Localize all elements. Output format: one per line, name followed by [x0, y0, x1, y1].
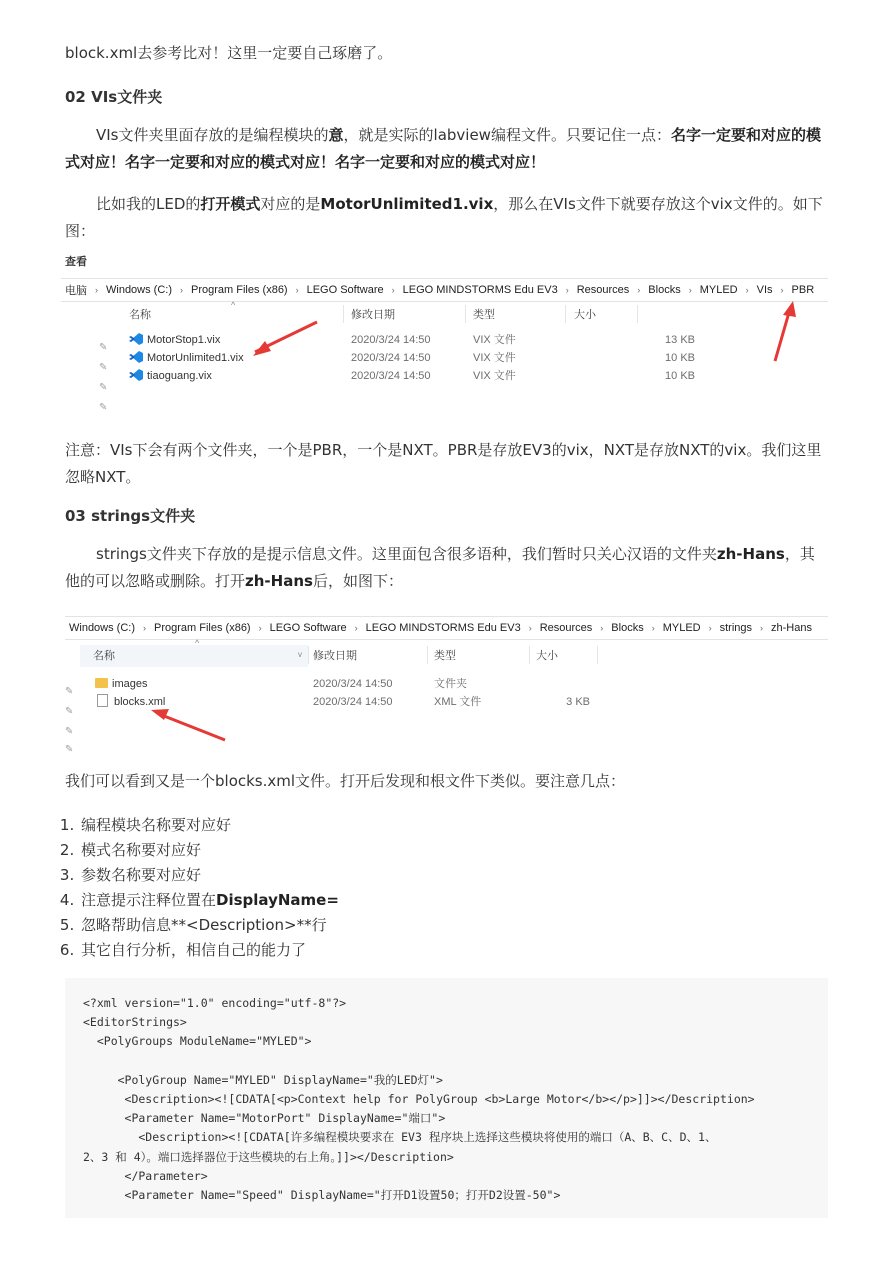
column-header-type[interactable]: 类型: [434, 650, 456, 662]
vis-paragraph-2: [65, 191, 828, 245]
section-heading-vis: 02 VIs文件夹: [65, 88, 163, 106]
code-line: <Parameter Name="Speed" DisplayName="打开D1设置50；打开D2设置-50">: [83, 1187, 561, 1202]
crumb-lego-software[interactable]: LEGO Software: [269, 622, 347, 634]
chevron-right-icon: ›: [565, 285, 569, 295]
chevron-right-icon: ›: [354, 623, 358, 633]
vis-note: [65, 437, 828, 491]
pin-icon: ✎: [65, 726, 74, 737]
pin-icon: ✎: [99, 362, 108, 373]
crumb-computer[interactable]: 电脑: [65, 285, 87, 297]
list-item-bold: DisplayName=: [216, 891, 339, 909]
column-header-name[interactable]: 名称: [129, 309, 151, 321]
code-line: 2、3 和 4）。端口选择器位于这些模块的右上角。]]></Description>: [83, 1149, 454, 1164]
file-type: 文件夹: [434, 678, 467, 690]
crumb-lego-software[interactable]: LEGO Software: [306, 284, 384, 296]
chevron-right-icon: ›: [391, 285, 395, 295]
text: 对应的是: [260, 195, 321, 213]
code-line: <PolyGroups ModuleName="MYLED">: [83, 1034, 312, 1049]
file-date: 2020/3/24 14:50: [313, 678, 393, 690]
pin-icon: ✎: [99, 342, 108, 353]
chevron-right-icon: ›: [143, 623, 147, 633]
code-line: <?xml version="1.0" encoding="utf-8"?>: [83, 996, 347, 1010]
chevron-right-icon: ›: [258, 623, 262, 633]
text: strings文件夹下存放的是提示信息文件。这里面包含很多语种，我们暂时只关心汉语的文件夹: [96, 545, 717, 563]
bold-text: zh-Hans: [716, 545, 785, 563]
file-type: VIX 文件: [473, 352, 516, 364]
code-line: <PolyGroup Name="MYLED" DisplayName="我的LED灯">: [83, 1072, 443, 1087]
list-item-text: 编程模块名称要对应好: [81, 816, 232, 834]
file-type: VIX 文件: [473, 370, 516, 382]
bold-text: 打开模式: [200, 195, 261, 213]
note-text: 注意：VIs下会有两个文件夹，一个是PBR，一个是NXT。PBR是存放EV3的vix，NXT是存放NXT的vix。我们这里忽略NXT。: [65, 441, 822, 486]
pin-icon: ✎: [99, 402, 108, 413]
red-arrow-icon: [151, 709, 225, 740]
text: ，那么在VIs文件下就要存放这个vix文件的。如下图：: [65, 195, 823, 240]
list-item: [79, 813, 828, 838]
pin-icon: ✎: [65, 744, 74, 755]
crumb-program-files[interactable]: Program Files (x86): [191, 284, 288, 296]
crumb-mindstorms[interactable]: LEGO MINDSTORMS Edu EV3: [365, 622, 521, 634]
crumb-zh-hans[interactable]: zh-Hans: [771, 622, 812, 634]
column-header-date[interactable]: 修改日期: [313, 650, 357, 662]
section-heading-strings: 03 strings文件夹: [65, 507, 196, 525]
pin-icon: ✎: [65, 706, 74, 717]
list-item: [79, 863, 828, 888]
crumb-resources[interactable]: Resources: [576, 284, 630, 296]
annotation-arrow: [65, 616, 828, 756]
file-name: MotorUnlimited1.vix: [147, 352, 244, 364]
crumb-strings[interactable]: strings: [719, 622, 753, 634]
pin-icon: ✎: [99, 382, 108, 393]
crumb-blocks[interactable]: Blocks: [648, 284, 681, 296]
intro-text: block.xml去参考比对！这里一定要自己琢磨了。: [65, 44, 393, 62]
chevron-right-icon: ›: [295, 285, 299, 295]
crumb-myled[interactable]: MYLED: [662, 622, 701, 634]
chevron-right-icon: ›: [708, 623, 712, 633]
code-line: <Description><![CDATA[<p>Context help for PolyGroup <b>Large Motor</b></p>]]></Description>: [83, 1091, 755, 1106]
file-date: 2020/3/24 14:50: [313, 696, 393, 708]
crumb-vis[interactable]: VIs: [756, 284, 773, 296]
text: 比如我的LED的: [96, 195, 201, 213]
chevron-right-icon: ›: [688, 285, 692, 295]
code-block[interactable]: [65, 978, 828, 1218]
crumb-windows[interactable]: Windows (C:): [69, 622, 136, 634]
pin-icon: ✎: [65, 686, 74, 697]
text: ，就是实际的labview编程文件。只要记住一点：: [343, 126, 671, 144]
file-name: images: [112, 678, 148, 690]
bold-text: 名字一定要和对应的模式对应！名字一定要和对应的模式对应！名字一定要和对应的模式对应！: [65, 126, 821, 171]
crumb-myled[interactable]: MYLED: [699, 284, 738, 296]
column-header-type[interactable]: 类型: [473, 309, 495, 321]
column-header-name[interactable]: 名称: [93, 650, 115, 662]
chevron-right-icon: ›: [760, 623, 764, 633]
code-line: [83, 1052, 810, 1071]
intro-paragraph: [65, 40, 828, 67]
explorer-screenshot-pbr: [65, 255, 828, 420]
strings-paragraph-2: [65, 768, 828, 795]
list-item-text: 参数名称要对应好: [81, 866, 202, 884]
code-line: <EditorStrings>: [83, 1015, 187, 1030]
strings-paragraph-1: [65, 541, 828, 595]
chevron-down-icon[interactable]: v: [298, 650, 302, 659]
crumb-program-files[interactable]: Program Files (x86): [154, 622, 251, 634]
crumb-blocks[interactable]: Blocks: [611, 622, 644, 634]
text: VIs文件夹里面存放的是编程模块的: [96, 126, 329, 144]
chevron-right-icon: ›: [780, 285, 784, 295]
view-menu-label: 查看: [65, 256, 87, 268]
list-item-text: 忽略帮助信息**<Description>**行: [81, 916, 327, 934]
notes-list: [65, 813, 828, 963]
sort-up-icon: ^: [195, 638, 200, 648]
text: 后，如图下：: [312, 572, 403, 590]
vis-paragraph-1: [65, 122, 828, 176]
crumb-pbr[interactable]: PBR: [791, 284, 815, 296]
file-name: blocks.xml: [114, 696, 166, 708]
bold-text: 意: [328, 126, 344, 144]
bold-text: zh-Hans: [245, 572, 313, 590]
code-line: <Description><![CDATA[许多编程模块要求在 EV3 程序块上选择这些模块将使用的端口（A、B、C、D、1、: [83, 1130, 717, 1145]
chevron-right-icon: ›: [651, 623, 655, 633]
file-name: tiaoguang.vix: [147, 370, 212, 382]
red-arrow-icon: [775, 301, 796, 361]
list-item-text: 模式名称要对应好: [81, 841, 202, 859]
chevron-right-icon: ›: [95, 285, 98, 295]
chevron-right-icon: ›: [600, 623, 604, 633]
list-item: [79, 938, 828, 963]
annotation-arrows: [65, 255, 828, 420]
list-item: [79, 838, 828, 863]
file-date: 2020/3/24 14:50: [351, 352, 431, 364]
file-size: 3 KB: [566, 696, 590, 708]
code-line: <Parameter Name="MotorPort" DisplayName="端口">: [83, 1111, 446, 1126]
file-size: 10 KB: [665, 352, 695, 364]
file-name: MotorStop1.vix: [147, 334, 221, 346]
column-header-size[interactable]: 大小: [574, 309, 596, 321]
list-item-text: 其它自行分析，相信自己的能力了: [81, 941, 307, 959]
red-arrow-icon: [253, 322, 317, 356]
file-date: 2020/3/24 14:50: [351, 370, 431, 382]
chevron-right-icon: ›: [180, 285, 184, 295]
chevron-right-icon: ›: [745, 285, 749, 295]
file-size: 10 KB: [665, 370, 695, 382]
list-item: [79, 888, 828, 913]
crumb-windows[interactable]: Windows (C:): [106, 284, 173, 296]
column-header-size[interactable]: 大小: [536, 650, 558, 662]
chevron-right-icon: ›: [637, 285, 641, 295]
file-type: XML 文件: [434, 696, 482, 708]
chevron-right-icon: ›: [528, 623, 532, 633]
file-date: 2020/3/24 14:50: [351, 334, 431, 346]
section-vis: [65, 85, 828, 109]
crumb-resources[interactable]: Resources: [539, 622, 593, 634]
code-line: </Parameter>: [83, 1168, 208, 1183]
column-header-date[interactable]: 修改日期: [351, 309, 395, 321]
text: ，其他的可以忽略或删除。打开: [65, 545, 815, 590]
crumb-mindstorms[interactable]: LEGO MINDSTORMS Edu EV3: [402, 284, 558, 296]
after-shot-text: 我们可以看到又是一个blocks.xml文件。打开后发现和根文件下类似。要注意几点：: [65, 772, 626, 790]
list-item-text: 注意提示注释位置在: [81, 891, 217, 909]
section-strings: [65, 504, 828, 528]
list-item: [79, 913, 828, 938]
bold-text: MotorUnlimited1.vix: [320, 195, 494, 213]
sort-up-icon: ^: [231, 300, 236, 310]
file-size: 13 KB: [665, 334, 695, 346]
explorer-screenshot-zh-hans: [65, 616, 828, 756]
file-type: VIX 文件: [473, 334, 516, 346]
